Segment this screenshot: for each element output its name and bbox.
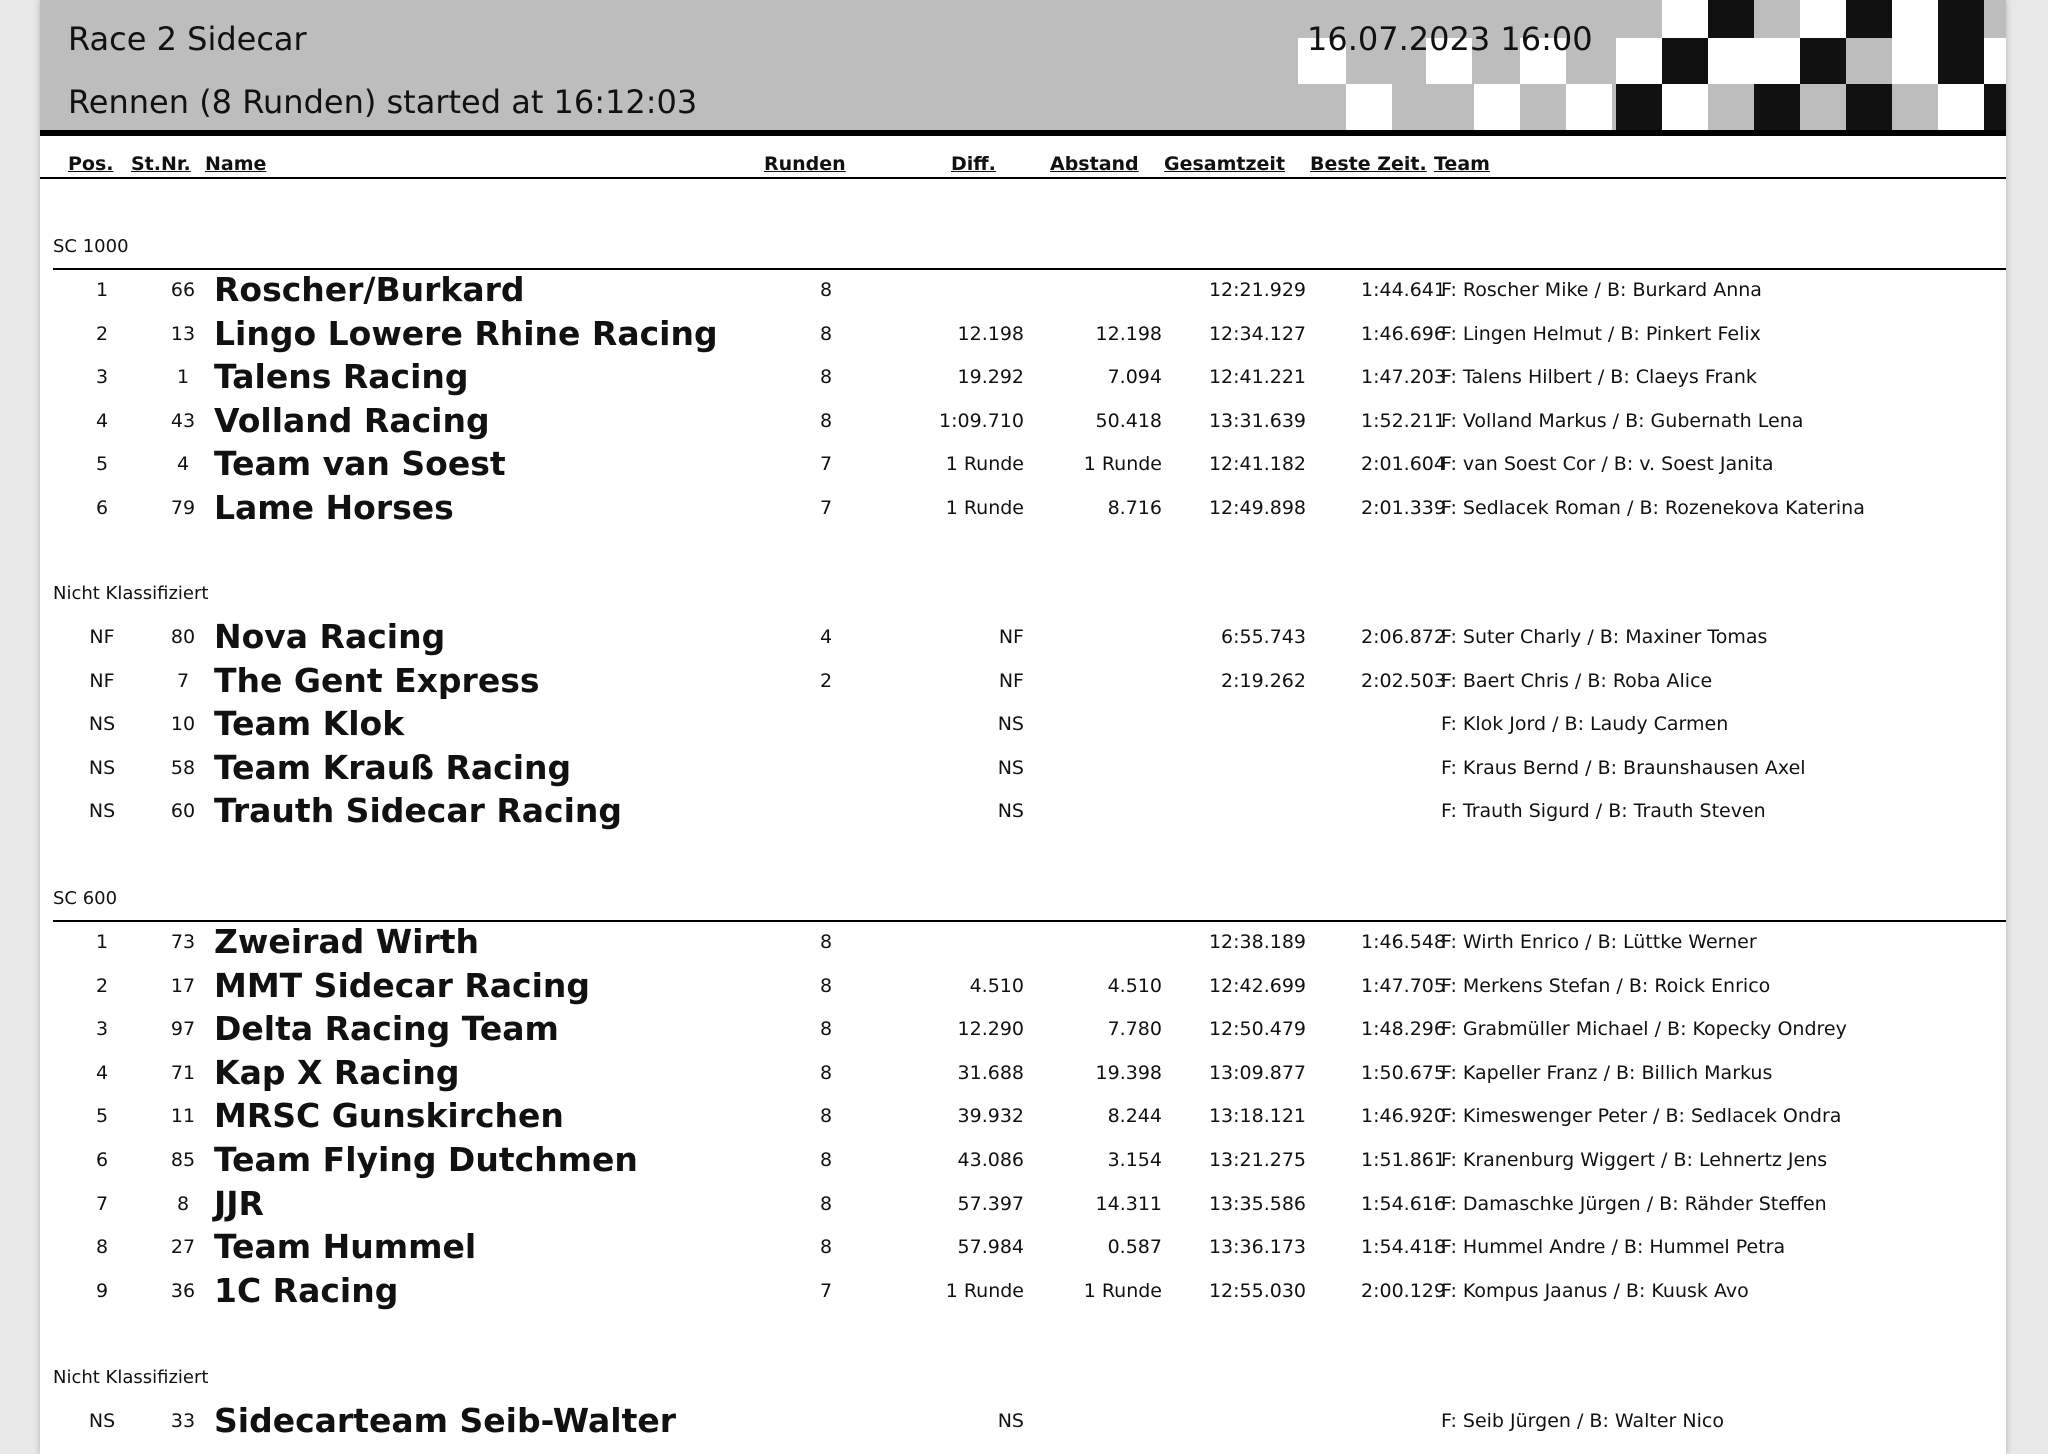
cell-total: 2:19.262 — [1221, 670, 1306, 692]
cell-team: F: Kapeller Franz / B: Billich Markus — [1441, 1062, 1773, 1084]
col-gap: Abstand — [1050, 153, 1139, 175]
cell-total: 12:41.182 — [1208, 453, 1306, 475]
cell-pos: NS — [88, 1410, 116, 1432]
cell-diff: NS — [997, 757, 1024, 779]
cell-pos: NF — [89, 626, 115, 648]
result-row — [40, 1051, 2006, 1095]
cell-diff: 19.292 — [957, 366, 1024, 388]
cell-laps: 8 — [819, 279, 833, 301]
cell-best: 1:47.705 — [1361, 975, 1446, 997]
col-name: Name — [205, 153, 267, 175]
cell-best: 1:46.920 — [1361, 1105, 1446, 1127]
cell-gap: 7.094 — [1107, 366, 1162, 388]
cell-team: F: Kimeswenger Peter / B: Sedlacek Ondra — [1441, 1105, 1842, 1127]
cell-best: 2:02.503 — [1361, 670, 1446, 692]
cell-total: 13:21.275 — [1208, 1149, 1306, 1171]
cell-stnr: 13 — [170, 323, 196, 345]
cell-diff: NS — [997, 713, 1024, 735]
cell-team: F: Talens Hilbert / B: Claeys Frank — [1441, 366, 1757, 388]
cell-total: 13:18.121 — [1208, 1105, 1306, 1127]
result-row — [40, 1007, 2006, 1051]
cell-stnr: 80 — [170, 626, 196, 648]
result-row — [40, 1182, 2006, 1226]
cell-team: F: Volland Markus / B: Gubernath Lena — [1441, 410, 1804, 432]
cell-name: Nova Racing — [214, 617, 446, 656]
cell-team: F: Merkens Stefan / B: Roick Enrico — [1441, 975, 1771, 997]
result-row — [40, 355, 2006, 399]
cell-diff: 1:09.710 — [939, 410, 1024, 432]
cell-name: Talens Racing — [214, 357, 469, 396]
section-label: Nicht Klassifiziert — [53, 1367, 209, 1388]
cell-pos: 1 — [95, 931, 109, 953]
cell-best: 1:47.203 — [1361, 366, 1446, 388]
result-row — [40, 1399, 2006, 1443]
cell-total: 12:38.189 — [1208, 931, 1306, 953]
cell-total: 12:21.929 — [1208, 279, 1306, 301]
result-row — [40, 789, 2006, 833]
cell-pos: 5 — [95, 1105, 109, 1127]
column-headers — [40, 153, 2006, 179]
cell-team: F: Hummel Andre / B: Hummel Petra — [1441, 1236, 1786, 1258]
cell-total: 13:35.586 — [1208, 1193, 1306, 1215]
cell-diff: 43.086 — [957, 1149, 1024, 1171]
race-title: Race 2 Sidecar — [68, 20, 307, 58]
col-team: Team — [1434, 153, 1490, 175]
cell-diff: 57.984 — [957, 1236, 1024, 1258]
cell-laps: 8 — [819, 931, 833, 953]
cell-team: F: Sedlacek Roman / B: Rozenekova Katerina — [1441, 497, 1865, 519]
cell-stnr: 97 — [170, 1018, 196, 1040]
results-page — [40, 0, 2006, 1454]
cell-laps: 8 — [819, 1105, 833, 1127]
cell-name: Delta Racing Team — [214, 1009, 559, 1048]
cell-total: 12:42.699 — [1208, 975, 1306, 997]
cell-best: 1:46.696 — [1361, 323, 1446, 345]
cell-best: 1:50.675 — [1361, 1062, 1446, 1084]
cell-diff: NS — [997, 1410, 1024, 1432]
cell-diff: NF — [998, 626, 1024, 648]
cell-team: F: Suter Charly / B: Maxiner Tomas — [1441, 626, 1768, 648]
cell-stnr: 66 — [170, 279, 196, 301]
cell-name: MRSC Gunskirchen — [214, 1096, 564, 1135]
cell-gap: 14.311 — [1095, 1193, 1162, 1215]
cell-team: F: Grabmüller Michael / B: Kopecky Ondrey — [1441, 1018, 1847, 1040]
cell-laps: 7 — [819, 497, 833, 519]
section-label: SC 600 — [53, 888, 118, 909]
cell-stnr: 27 — [170, 1236, 196, 1258]
cell-team: F: Damaschke Jürgen / B: Rähder Steffen — [1441, 1193, 1827, 1215]
cell-name: Volland Racing — [214, 401, 490, 440]
cell-gap: 8.244 — [1107, 1105, 1162, 1127]
cell-diff: 57.397 — [957, 1193, 1024, 1215]
cell-team: F: Baert Chris / B: Roba Alice — [1441, 670, 1713, 692]
cell-laps: 7 — [819, 453, 833, 475]
cell-laps: 8 — [819, 1062, 833, 1084]
cell-pos: 6 — [95, 497, 109, 519]
cell-name: Lingo Lowere Rhine Racing — [214, 314, 718, 353]
cell-best: 1:44.641 — [1361, 279, 1446, 301]
cell-name: MMT Sidecar Racing — [214, 966, 591, 1005]
result-row — [40, 702, 2006, 746]
cell-stnr: 10 — [170, 713, 196, 735]
cell-pos: 3 — [95, 366, 109, 388]
cell-best: 2:01.339 — [1361, 497, 1446, 519]
cell-stnr: 58 — [170, 757, 196, 779]
cell-diff: 1 Runde — [945, 1280, 1024, 1302]
cell-diff: 1 Runde — [945, 497, 1024, 519]
cell-total: 13:36.173 — [1208, 1236, 1306, 1258]
cell-best: 1:52.211 — [1361, 410, 1446, 432]
cell-name: Team van Soest — [214, 444, 506, 483]
cell-stnr: 60 — [170, 800, 196, 822]
cell-best: 1:46.548 — [1361, 931, 1446, 953]
result-row — [40, 746, 2006, 790]
cell-pos: 4 — [95, 1062, 109, 1084]
cell-best: 2:06.872 — [1361, 626, 1446, 648]
col-best: Beste Zeit. — [1310, 153, 1427, 175]
cell-name: JJR — [214, 1184, 264, 1223]
cell-diff: 31.688 — [957, 1062, 1024, 1084]
cell-total: 13:09.877 — [1208, 1062, 1306, 1084]
cell-pos: NS — [88, 757, 116, 779]
cell-team: F: Trauth Sigurd / B: Trauth Steven — [1441, 800, 1766, 822]
cell-name: Kap X Racing — [214, 1053, 460, 1092]
result-row — [40, 1225, 2006, 1269]
section-label: Nicht Klassifiziert — [53, 583, 209, 604]
cell-name: Zweirad Wirth — [214, 922, 480, 961]
cell-total: 12:41.221 — [1208, 366, 1306, 388]
cell-gap: 7.780 — [1107, 1018, 1162, 1040]
cell-pos: NS — [88, 713, 116, 735]
cell-pos: 2 — [95, 323, 109, 345]
cell-laps: 8 — [819, 975, 833, 997]
result-row — [40, 1094, 2006, 1138]
cell-pos: 7 — [95, 1193, 109, 1215]
cell-pos: 3 — [95, 1018, 109, 1040]
cell-stnr: 1 — [176, 366, 190, 388]
cell-pos: 8 — [95, 1236, 109, 1258]
cell-best: 1:48.296 — [1361, 1018, 1446, 1040]
cell-team: F: Kompus Jaanus / B: Kuusk Avo — [1441, 1280, 1749, 1302]
cell-gap: 50.418 — [1095, 410, 1162, 432]
cell-diff: NS — [997, 800, 1024, 822]
cell-diff: 12.198 — [957, 323, 1024, 345]
cell-best: 1:51.861 — [1361, 1149, 1446, 1171]
cell-team: F: Seib Jürgen / B: Walter Nico — [1441, 1410, 1724, 1432]
section-label: SC 1000 — [53, 236, 129, 257]
cell-diff: 39.932 — [957, 1105, 1024, 1127]
cell-total: 12:49.898 — [1208, 497, 1306, 519]
race-start-info: Rennen (8 Runden) started at 16:12:03 — [68, 83, 698, 121]
col-diff: Diff. — [951, 153, 996, 175]
cell-stnr: 7 — [176, 670, 190, 692]
cell-stnr: 85 — [170, 1149, 196, 1171]
result-row — [40, 659, 2006, 703]
cell-pos: 4 — [95, 410, 109, 432]
cell-team: F: Kraus Bernd / B: Braunshausen Axel — [1441, 757, 1806, 779]
result-row — [40, 615, 2006, 659]
cell-gap: 1 Runde — [1083, 1280, 1162, 1302]
cell-laps: 8 — [819, 1193, 833, 1215]
col-stnr: St.Nr. — [131, 153, 191, 175]
cell-gap: 4.510 — [1107, 975, 1162, 997]
cell-pos: 5 — [95, 453, 109, 475]
result-row — [40, 964, 2006, 1008]
cell-best: 1:54.616 — [1361, 1193, 1446, 1215]
cell-name: Team Hummel — [214, 1227, 477, 1266]
cell-total: 12:55.030 — [1208, 1280, 1306, 1302]
col-laps: Runden — [764, 153, 846, 175]
result-row — [40, 486, 2006, 530]
cell-total: 12:50.479 — [1208, 1018, 1306, 1040]
cell-team: F: Klok Jord / B: Laudy Carmen — [1441, 713, 1729, 735]
col-total: Gesamtzeit — [1164, 153, 1286, 175]
cell-stnr: 43 — [170, 410, 196, 432]
results-header — [40, 0, 2006, 136]
cell-name: Roscher/Burkard — [214, 270, 525, 309]
cell-gap: 3.154 — [1107, 1149, 1162, 1171]
cell-best: 2:01.604 — [1361, 453, 1446, 475]
cell-name: Team Krauß Racing — [214, 748, 572, 787]
cell-pos: 2 — [95, 975, 109, 997]
cell-laps: 2 — [819, 670, 833, 692]
cell-diff: NF — [998, 670, 1024, 692]
cell-diff: 1 Runde — [945, 453, 1024, 475]
cell-name: Lame Horses — [214, 488, 454, 527]
cell-name: 1C Racing — [214, 1271, 399, 1310]
cell-diff: 4.510 — [969, 975, 1024, 997]
cell-stnr: 11 — [170, 1105, 196, 1127]
cell-gap: 8.716 — [1107, 497, 1162, 519]
cell-stnr: 73 — [170, 931, 196, 953]
cell-team: F: Kranenburg Wiggert / B: Lehnertz Jens — [1441, 1149, 1828, 1171]
cell-laps: 8 — [819, 1149, 833, 1171]
cell-name: Team Klok — [214, 704, 405, 743]
cell-laps: 8 — [819, 1018, 833, 1040]
cell-pos: 6 — [95, 1149, 109, 1171]
cell-name: Team Flying Dutchmen — [214, 1140, 638, 1179]
cell-pos: NF — [89, 670, 115, 692]
cell-total: 13:31.639 — [1208, 410, 1306, 432]
cell-laps: 8 — [819, 323, 833, 345]
cell-team: F: Wirth Enrico / B: Lüttke Werner — [1441, 931, 1757, 953]
cell-team: F: Lingen Helmut / B: Pinkert Felix — [1441, 323, 1761, 345]
cell-team: F: van Soest Cor / B: v. Soest Janita — [1441, 453, 1774, 475]
cell-name: Sidecarteam Seib-Walter — [214, 1401, 677, 1440]
result-row — [40, 442, 2006, 486]
cell-laps: 8 — [819, 410, 833, 432]
cell-pos: NS — [88, 800, 116, 822]
cell-stnr: 4 — [176, 453, 190, 475]
cell-total: 12:34.127 — [1208, 323, 1306, 345]
result-row — [40, 268, 2006, 312]
result-row — [40, 399, 2006, 443]
cell-name: Trauth Sidecar Racing — [214, 791, 623, 830]
result-row — [40, 1269, 2006, 1313]
cell-pos: 9 — [95, 1280, 109, 1302]
cell-laps: 7 — [819, 1280, 833, 1302]
result-row — [40, 312, 2006, 356]
cell-total: 6:55.743 — [1221, 626, 1306, 648]
result-row — [40, 920, 2006, 964]
cell-stnr: 71 — [170, 1062, 196, 1084]
cell-best: 2:00.129 — [1361, 1280, 1446, 1302]
cell-pos: 1 — [95, 279, 109, 301]
cell-diff: 12.290 — [957, 1018, 1024, 1040]
cell-gap: 12.198 — [1095, 323, 1162, 345]
cell-gap: 1 Runde — [1083, 453, 1162, 475]
cell-laps: 4 — [819, 626, 833, 648]
col-pos: Pos. — [68, 153, 114, 175]
cell-best: 1:54.418 — [1361, 1236, 1446, 1258]
cell-laps: 8 — [819, 1236, 833, 1258]
cell-stnr: 79 — [170, 497, 196, 519]
cell-laps: 8 — [819, 366, 833, 388]
cell-team: F: Roscher Mike / B: Burkard Anna — [1441, 279, 1762, 301]
race-datetime: 16.07.2023 16:00 — [1307, 20, 1593, 58]
cell-stnr: 36 — [170, 1280, 196, 1302]
cell-stnr: 8 — [176, 1193, 190, 1215]
cell-stnr: 17 — [170, 975, 196, 997]
cell-gap: 19.398 — [1095, 1062, 1162, 1084]
cell-name: The Gent Express — [214, 661, 540, 700]
cell-stnr: 33 — [170, 1410, 196, 1432]
cell-gap: 0.587 — [1107, 1236, 1162, 1258]
result-row — [40, 1138, 2006, 1182]
